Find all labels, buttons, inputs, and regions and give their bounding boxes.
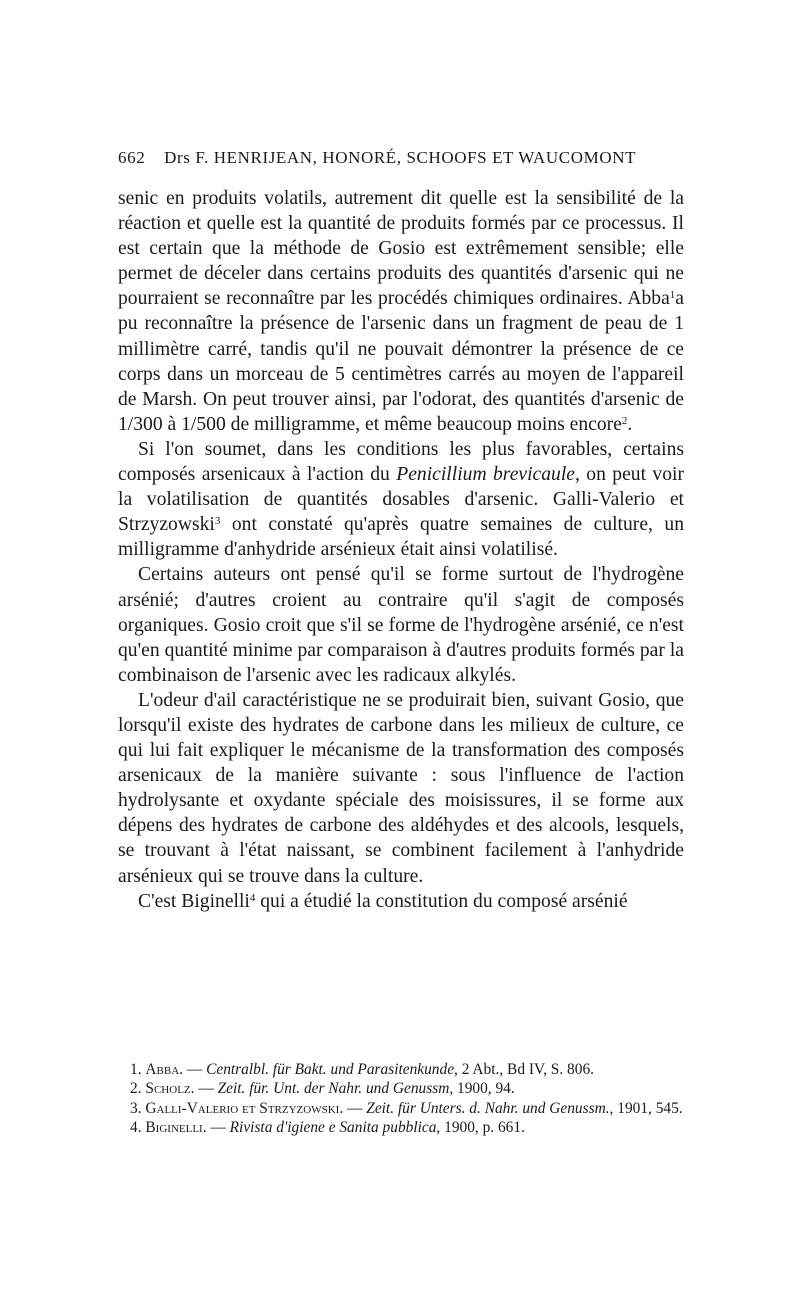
footnote-author: Abba.: [145, 1061, 183, 1078]
paragraph-2-text-c: ont constaté qu'après quatre semaines de culture, un milligramme d'anhydride arsénieux était ainsi volatilisé.: [118, 514, 684, 561]
footnote-separator: —: [194, 1080, 218, 1098]
footnote-details: , 1901, 545.: [609, 1099, 683, 1117]
footnote-ref-4: 4: [249, 891, 256, 904]
footnote-author: Galli-Valerio et Strzyzowski.: [145, 1099, 344, 1117]
footnote-4: [118, 1118, 684, 1137]
footnote-separator: —: [183, 1061, 207, 1078]
paragraph-5-text-b: qui a étudié la constitution du composé arsénié: [260, 890, 628, 912]
footnote-details: , 2 Abt., Bd IV, S. 806.: [454, 1061, 594, 1078]
footnote-details: , 1900, 94.: [449, 1080, 515, 1098]
footnote-journal: Centralbl. für Bakt. und Parasitenkunde: [206, 1061, 455, 1078]
footnote-separator: —: [343, 1099, 367, 1117]
paragraph-1-text-a: senic en produits volatils, autrement dit quelle est la sensibilité de la réaction et quelle est la quantité de produits formés par ce processus. Il est certain que la méthode de Gosio est extrêmement sensible; elle permet de déceler dans certains produits des quantités d'arsenic qui ne pourraient se reconnaître par les procédés chimiques ordinaires. Abba: [118, 188, 684, 310]
footnote-number: 2.: [130, 1080, 142, 1098]
footnote-number: 1.: [130, 1061, 142, 1078]
paragraph-1-text-c: .: [627, 413, 633, 435]
paragraph-2-text-b: , on peut voir la volatilisation de quantités dosables d'arsenic. Galli-Valerio et Strzyzowski: [118, 464, 684, 536]
paragraph-2: [118, 437, 684, 562]
footnote-details: , 1900, p. 661.: [436, 1119, 525, 1137]
page-number: 662: [118, 148, 146, 167]
footnote-ref-2: 2: [621, 414, 628, 427]
footnote-separator: —: [206, 1119, 230, 1137]
footnotes: [118, 1060, 684, 1138]
paragraph-1: [118, 186, 684, 437]
footnote-author: Scholz.: [145, 1080, 195, 1098]
footnote-ref-1: 1: [669, 289, 676, 302]
paragraph-5-text-a: C'est Biginelli: [138, 890, 250, 912]
paragraph-2-text-a: Si l'on soumet, dans les conditions les plus favorables, certains composés arsenicaux à l'action du: [118, 438, 684, 486]
species-name: Penicillium brevicaule: [396, 464, 575, 486]
footnote-number: 3.: [130, 1099, 142, 1117]
paragraph-5: [118, 889, 684, 914]
footnote-number: 4.: [130, 1119, 142, 1137]
footnote-2: [118, 1079, 684, 1098]
footnote-3: [118, 1099, 684, 1118]
paragraph-3: Certains auteurs ont pensé qu'il se forme surtout de l'hydrogène arsénié; d'autres croient au contraire qu'il s'agit de composés organiques. Gosio croit que s'il se forme de l'hydrogène arsénié, ce n'est qu'en quantité minime par comparaison à d'autres produits formés par la combinaison de l'arsenic avec les radicaux alkylés.: [118, 564, 684, 686]
paragraph-4: L'odeur d'ail caractéristique ne se produirait bien, suivant Gosio, que lorsqu'il existe des hydrates de carbone dans les milieux de culture, ce qui lui fait expliquer le mécanisme de la transformation des composés arsenicaux de la manière suivante : sous l'influence de l'action hydrolysante et oxydante spéciale des moisissures, il se forme aux dépens des hydrates de carbone des aldéhydes et des alcools, lesquels, se trouvant à l'état naissant, se combinent facilement à l'anhydride arsénieux qui se trouve dans la culture.: [118, 689, 684, 887]
footnote-journal: Zeit. für. Unt. der Nahr. und Genussm: [217, 1080, 450, 1098]
paragraph-1-text-b: a pu reconnaître la présence de l'arsenic dans un fragment de peau de 1 millimètre carré, tandis qu'il ne pouvait démontrer la présence de ce corps dans un morceau de 5 centimètres carrés au moyen de l'appareil de Marsh. On peut trouver ainsi, par l'odorat, des quantités d'arsenic de 1/300 à 1/500 de milligramme, et même beaucoup moins encore: [118, 288, 684, 435]
running-header: [118, 148, 688, 168]
footnote-1: [118, 1060, 684, 1079]
footnote-author: Biginelli.: [145, 1119, 207, 1137]
running-title: Drs F. HENRIJEAN, HONORÉ, SCHOOFS ET WAUCOMONT: [164, 148, 637, 167]
footnote-journal: Zeit. für Unters. d. Nahr. und Genussm.: [366, 1099, 610, 1117]
footnote-ref-3: 3: [214, 515, 221, 528]
main-text: [118, 186, 684, 914]
footnote-journal: Rivista d'igiene e Sanita pubblica: [229, 1119, 437, 1137]
